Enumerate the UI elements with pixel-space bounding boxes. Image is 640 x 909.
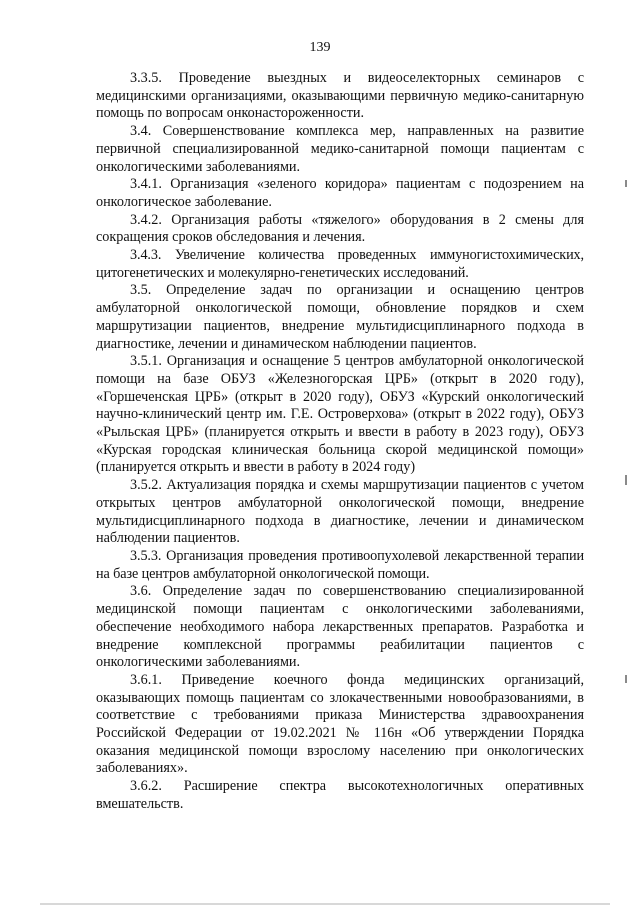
paragraph-3-5-1: 3.5.1. Организация и оснащение 5 центров амбулаторной онкологической помощи на базе ОБУЗ «Железногорская ЦРБ» (открыт в 2020 году), «Горшеченская ЦРБ» (открыт в 2020 году), ОБУЗ «Курский онкологический научно-клинический центр им. Г.Е. Островерхова» (открыт в 2022 году), ОБУЗ «Рыльская ЦРБ» (планируется открыть и ввести в работу в 2023 году), ОБУЗ «Курская городская клиническая больница скорой медицинской помощи» (планируется открыть и ввести в работу в 2024 году) (96, 353, 584, 476)
paragraph-3-3-5: 3.3.5. Проведение выездных и видеоселекторных семинаров с медицинскими организациями, оказывающими первичную медико-санитарную помощь по вопросам онконастороженности. (96, 70, 584, 122)
paragraph-3-5-3: 3.5.3. Организация проведения противоопухолевой лекарственной терапии на базе центров амбулаторной онкологической помощи. (96, 547, 584, 582)
paragraph-3-5: 3.5. Определение задач по организации и оснащению центров амбулаторной онкологической помощи, обновление порядков и схем маршрутизации пациентов, внедрение мультидисциплинарного подхода в диагностике, лечении и динамическом наблюдении пациентов. (96, 282, 584, 352)
scan-mark (625, 675, 627, 683)
paragraph-3-6-2: 3.6.2. Расширение спектра высокотехнологичных оперативных вмешательств. (96, 778, 584, 812)
paragraph-3-5-2: 3.5.2. Актуализация порядка и схемы маршрутизации пациентов с учетом открытых центров амбулаторной онкологической помощи, внедрение мультидисциплинарного подхода в диагностике, лечении и динамическом наблюдении пациентов. (96, 477, 584, 547)
paragraph-3-4-1: 3.4.1. Организация «зеленого коридора» пациентам с подозрением на онкологическое заболевание. (96, 176, 584, 210)
scan-mark (625, 475, 627, 485)
scan-mark (625, 180, 627, 187)
page-number: 139 (309, 40, 331, 55)
document-body (96, 70, 584, 814)
paragraph-3-4-2: 3.4.2. Организация работы «тяжелого» оборудования в 2 смены для сокращения сроков обследования и лечения. (96, 211, 584, 246)
paragraph-3-6: 3.6. Определение задач по совершенствованию специализированной медицинской помощи пациентам с онкологическими заболеваниями, обеспечение необходимого набора лекарственных препаратов. Разработка и внедрение комплексной программы реабилитации пациентов с онкологическими заболеваниями. (96, 583, 584, 671)
paragraph-3-4-3: 3.4.3. Увеличение количества проведенных иммуногистохимических, цитогенетических и молекулярно-генетических исследований. (96, 247, 584, 281)
page-bottom-edge (40, 903, 610, 905)
paragraph-3-4: 3.4. Совершенствование комплекса мер, направленных на развитие первичной специализированной медико-санитарной помощи пациентам с онкологическими заболеваниями. (96, 123, 584, 175)
paragraph-3-6-1: 3.6.1. Приведение коечного фонда медицинских организаций, оказывающих помощь пациентам со злокачественными новообразованиями, в соответствие с требованиями приказа Министерства здравоохранения Российской Федерации от 19.02.2021 № 116н «Об утверждении Порядка оказания медицинской помощи взрослому населению при онкологических заболеваниях». (96, 671, 584, 777)
